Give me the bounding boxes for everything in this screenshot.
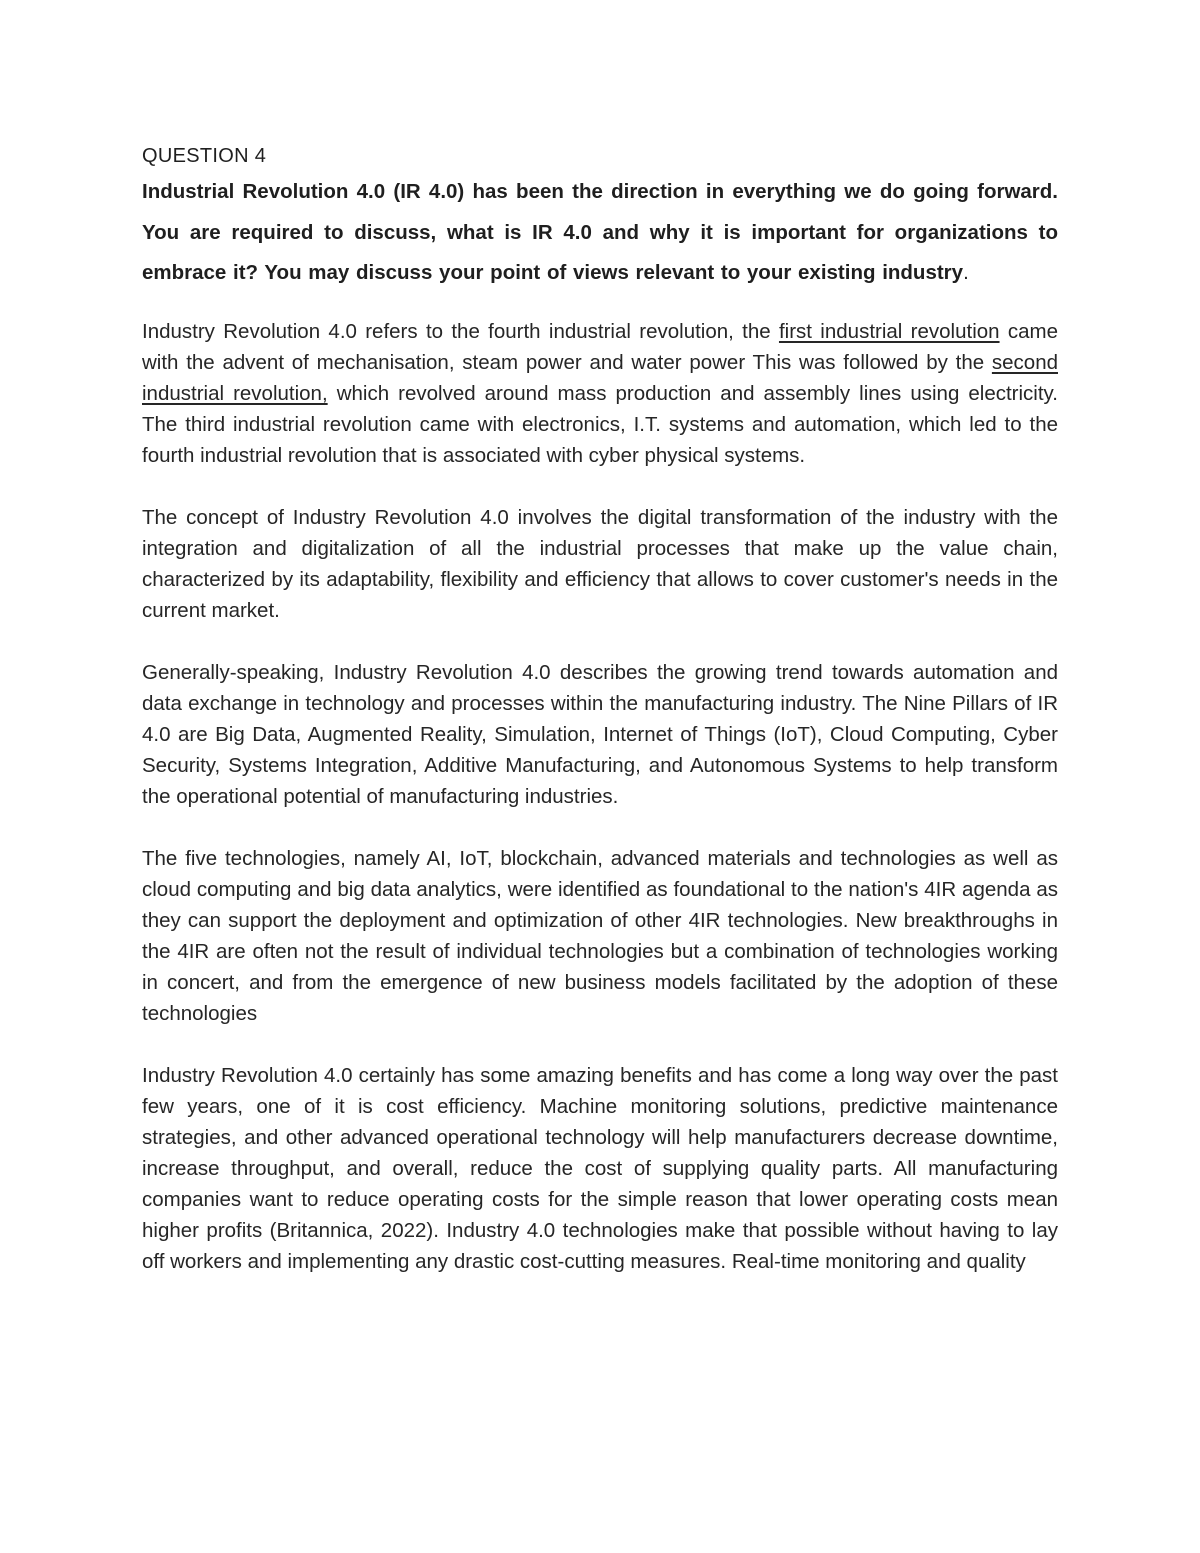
paragraph-industrial-revolutions — [142, 316, 1058, 471]
paragraph-five-technologies: The five technologies, namely AI, IoT, blockchain, advanced materials and technologies as well as cloud computing and big data analytics, were identified as foundational to the nation's 4IR agenda as they can support the deployment and optimization of other 4IR technologies. New breakthroughs in the 4IR are often not the result of individual technologies but a combination of technologies working in concert, and from the emergence of new business models facilitated by the adoption of these technologies — [142, 846, 1058, 1025]
paragraph-benefits: Industry Revolution 4.0 certainly has some amazing benefits and has come a long way over the past few years, one of it is cost efficiency. Machine monitoring solutions, predictive maintenance strategies, and other advanced operational technology will help manufacturers decrease downtime, increase throughput, and overall, reduce the cost of supplying quality parts. All manufacturing companies want to reduce operating costs for the simple reason that lower operating costs mean higher profits (Britannica, 2022). Industry 4.0 technologies make that possible without having to lay off workers and implementing any drastic cost-cutting measures. Real-time monitoring and quality — [142, 1063, 1058, 1273]
first-industrial-revolution-link[interactable]: first industrial revolution — [778, 319, 1000, 343]
paragraph-concept: The concept of Industry Revolution 4.0 involves the digital transformation of the industry with the integration and digitalization of all the industrial processes that make up the value chain, characterized by its adaptability, flexibility and efficiency that allows to cover customer's needs in the current market. — [142, 505, 1058, 622]
question-text — [142, 172, 1058, 294]
document-page — [142, 140, 1058, 1277]
question-period: . — [963, 261, 969, 284]
paragraph-text: which revolved around mass production and assembly lines using electricity. The third industrial revolution came with electronics, I.T. systems and automation, which led to the fourth industrial revolution that is associated with cyber physical systems. — [142, 381, 1058, 467]
question-body: Industrial Revolution 4.0 (IR 4.0) has been the direction in everything we do going forward. You are required to discuss, what is IR 4.0 and why it is important for organizations to embrace it? You may discuss your point of views relevant to your existing industry — [142, 180, 1058, 284]
question-label: QUESTION 4 — [142, 145, 267, 167]
paragraph-nine-pillars: Generally-speaking, Industry Revolution 4.0 describes the growing trend towards automation and data exchange in technology and processes within the manufacturing industry. The Nine Pillars of IR 4.0 are Big Data, Augmented Reality, Simulation, Internet of Things (IoT), Cloud Computing, Cyber Security, Systems Integration, Additive Manufacturing, and Autonomous Systems to help transform the operational potential of manufacturing industries. — [142, 660, 1058, 808]
paragraph-text: Industry Revolution 4.0 refers to the fourth industrial revolution, the — [142, 319, 779, 343]
paragraph-text: came with the advent of mechanisation, steam power and water power This was followed by the — [142, 319, 1058, 374]
second-industrial-revolution-link[interactable]: second industrial revolution, — [142, 350, 1058, 405]
